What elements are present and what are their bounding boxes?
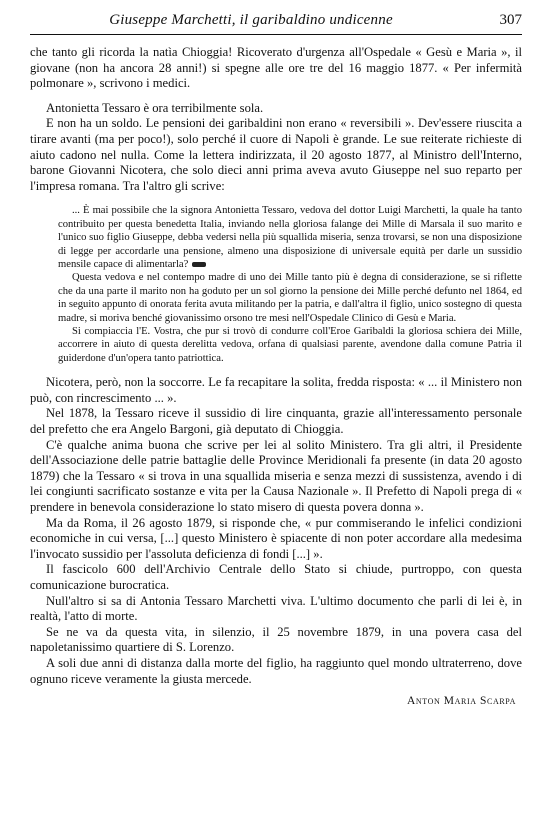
paragraph: Nicotera, però, non la soccorre. Le fa recapitare la solita, fredda risposta: « ... il Ministero non può, con rincrescimento ... ».	[30, 375, 522, 405]
paragraph: Nel 1878, la Tessaro riceve il sussidio di lire cinquanta, grazie all'interessamento personale del prefetto che era Angelo Bargoni, già deputato di Chioggia.	[30, 406, 522, 436]
quote-paragraph: Questa vedova e nel contempo madre di uno dei Mille tanto più è degna di considerazione, se si riflette che da una parte il marito non ha goduto per un sol giorno la pensione dei Mille perché defunto nel 1864, ed in seguito appunto di onorata ferita avuta militando per la patria, e dall'altra il figlio, unico sostegno di questa madre, si moriva benché giovanissimo orsono tre mesi nell'Ospedale Clinico di Gesù e Maria.	[58, 272, 522, 324]
running-title: Giuseppe Marchetti, il garibaldino undicenne	[109, 12, 393, 28]
paragraph: Ma da Roma, il 26 agosto 1879, si risponde che, « pur commiserando le infelici condizioni economiche in cui versa, [...] questo Ministero è spiacente di non poter accordare alla medesima l'invocato sussidio per l'assoluta deficienza di fondi [...] ».	[30, 515, 522, 561]
ink-smudge	[192, 262, 206, 267]
paragraph: A soli due anni di distanza dalla morte del figlio, ha raggiunto quel mondo ultraterreno, dove ognuno riceve veramente la giusta mercede.	[30, 655, 522, 686]
author-signature: Anton Maria Scarpa	[406, 695, 516, 708]
paragraph: Se ne va da questa vita, in silenzio, il 25 novembre 1879, in una povera casa del napoletanissimo quartiere di S. Lorenzo.	[30, 624, 522, 655]
running-header	[30, 12, 522, 35]
paragraph: Null'altro si sa di Antonia Tessaro Marchetti viva. L'ultimo documento che parli di lei è, in realtà, l'atto di morte.	[30, 593, 522, 624]
paragraph-gap	[30, 92, 522, 101]
quote-paragraph: Si compiaccia l'E. Vostra, che pur si trovò di condurre coll'Eroe Garibaldi la gloriosa schiera dei Mille, accorrere in aiuto di questa derelitta vedova, orfana di qualsiasi parente, avendone dalla comune Patria il guiderdone d'un'opera tanto patriottica.	[58, 326, 522, 364]
quote-paragraph	[58, 204, 522, 271]
block-quote	[58, 204, 522, 365]
paragraph: Antonietta Tessaro è ora terribilmente sola.	[46, 100, 264, 115]
quote-text: ... È mai possibile che la signora Antonietta Tessaro, vedova del dottor Luigi Marchetti, la quale ha tanto contribuito per questa benedetta Italia, inviando nella gloriosa falange dei Mille di Marsala il suo marito e l'unico suo figlio Giuseppe, debba vedersi nella più squallida miseria, senza trovarsi, se non una disposizione di legge per accordarle una pensione, almeno una disposizione di universale equità per darle un sussidio mensile capace di alimentarla?	[58, 205, 522, 270]
paragraph: Il fascicolo 600 dell'Archivio Centrale dello Stato si chiude, purtroppo, con questa comunicazione burocratica.	[30, 562, 522, 592]
page-number: 307	[499, 12, 522, 28]
page-body	[30, 45, 522, 707]
paragraph: C'è qualche anima buona che scrive per lei al solito Ministero. Tra gli altri, il Presidente dell'Associazione delle patrie battaglie delle Province Meridionali fa presente (in data 20 agosto 1879) che la Tessaro « si trova in una squallida miseria e senza mezzi di sussistenza, avendo i di lei congiunti sacrificato sostanze e vita per la Causa Nazionale ». Il Prefetto di Napoli prega di « prendere in benevola considerazione lo stato misero di questa povera donna ».	[30, 437, 522, 514]
paragraph: E non ha un soldo. Le pensioni dei garibaldini non erano « reversibili ». Dev'essere riuscita a tirare avanti (ma per poco!), solo perché il cuore di Napoli è grande. Le sue reiterate richieste di aiuto cadono nel nulla. Come la lettera indirizzata, il 20 agosto 1877, al Ministro dell'Interno, barone Giovanni Nicotera, che solo dieci anni prima aveva avuto Giuseppe nel suo reparto per l'impresa romana. Tra l'altro gli scrive:	[30, 116, 522, 193]
paragraph: che tanto gli ricorda la natìa Chioggia! Ricoverato d'urgenza all'Ospedale « Gesù e Maria », il giovane (non ha ancora 28 anni!) si spegne alle ore tre del 16 maggio 1877. « Per infermità polmonare », scrivono i medici.	[30, 45, 522, 91]
